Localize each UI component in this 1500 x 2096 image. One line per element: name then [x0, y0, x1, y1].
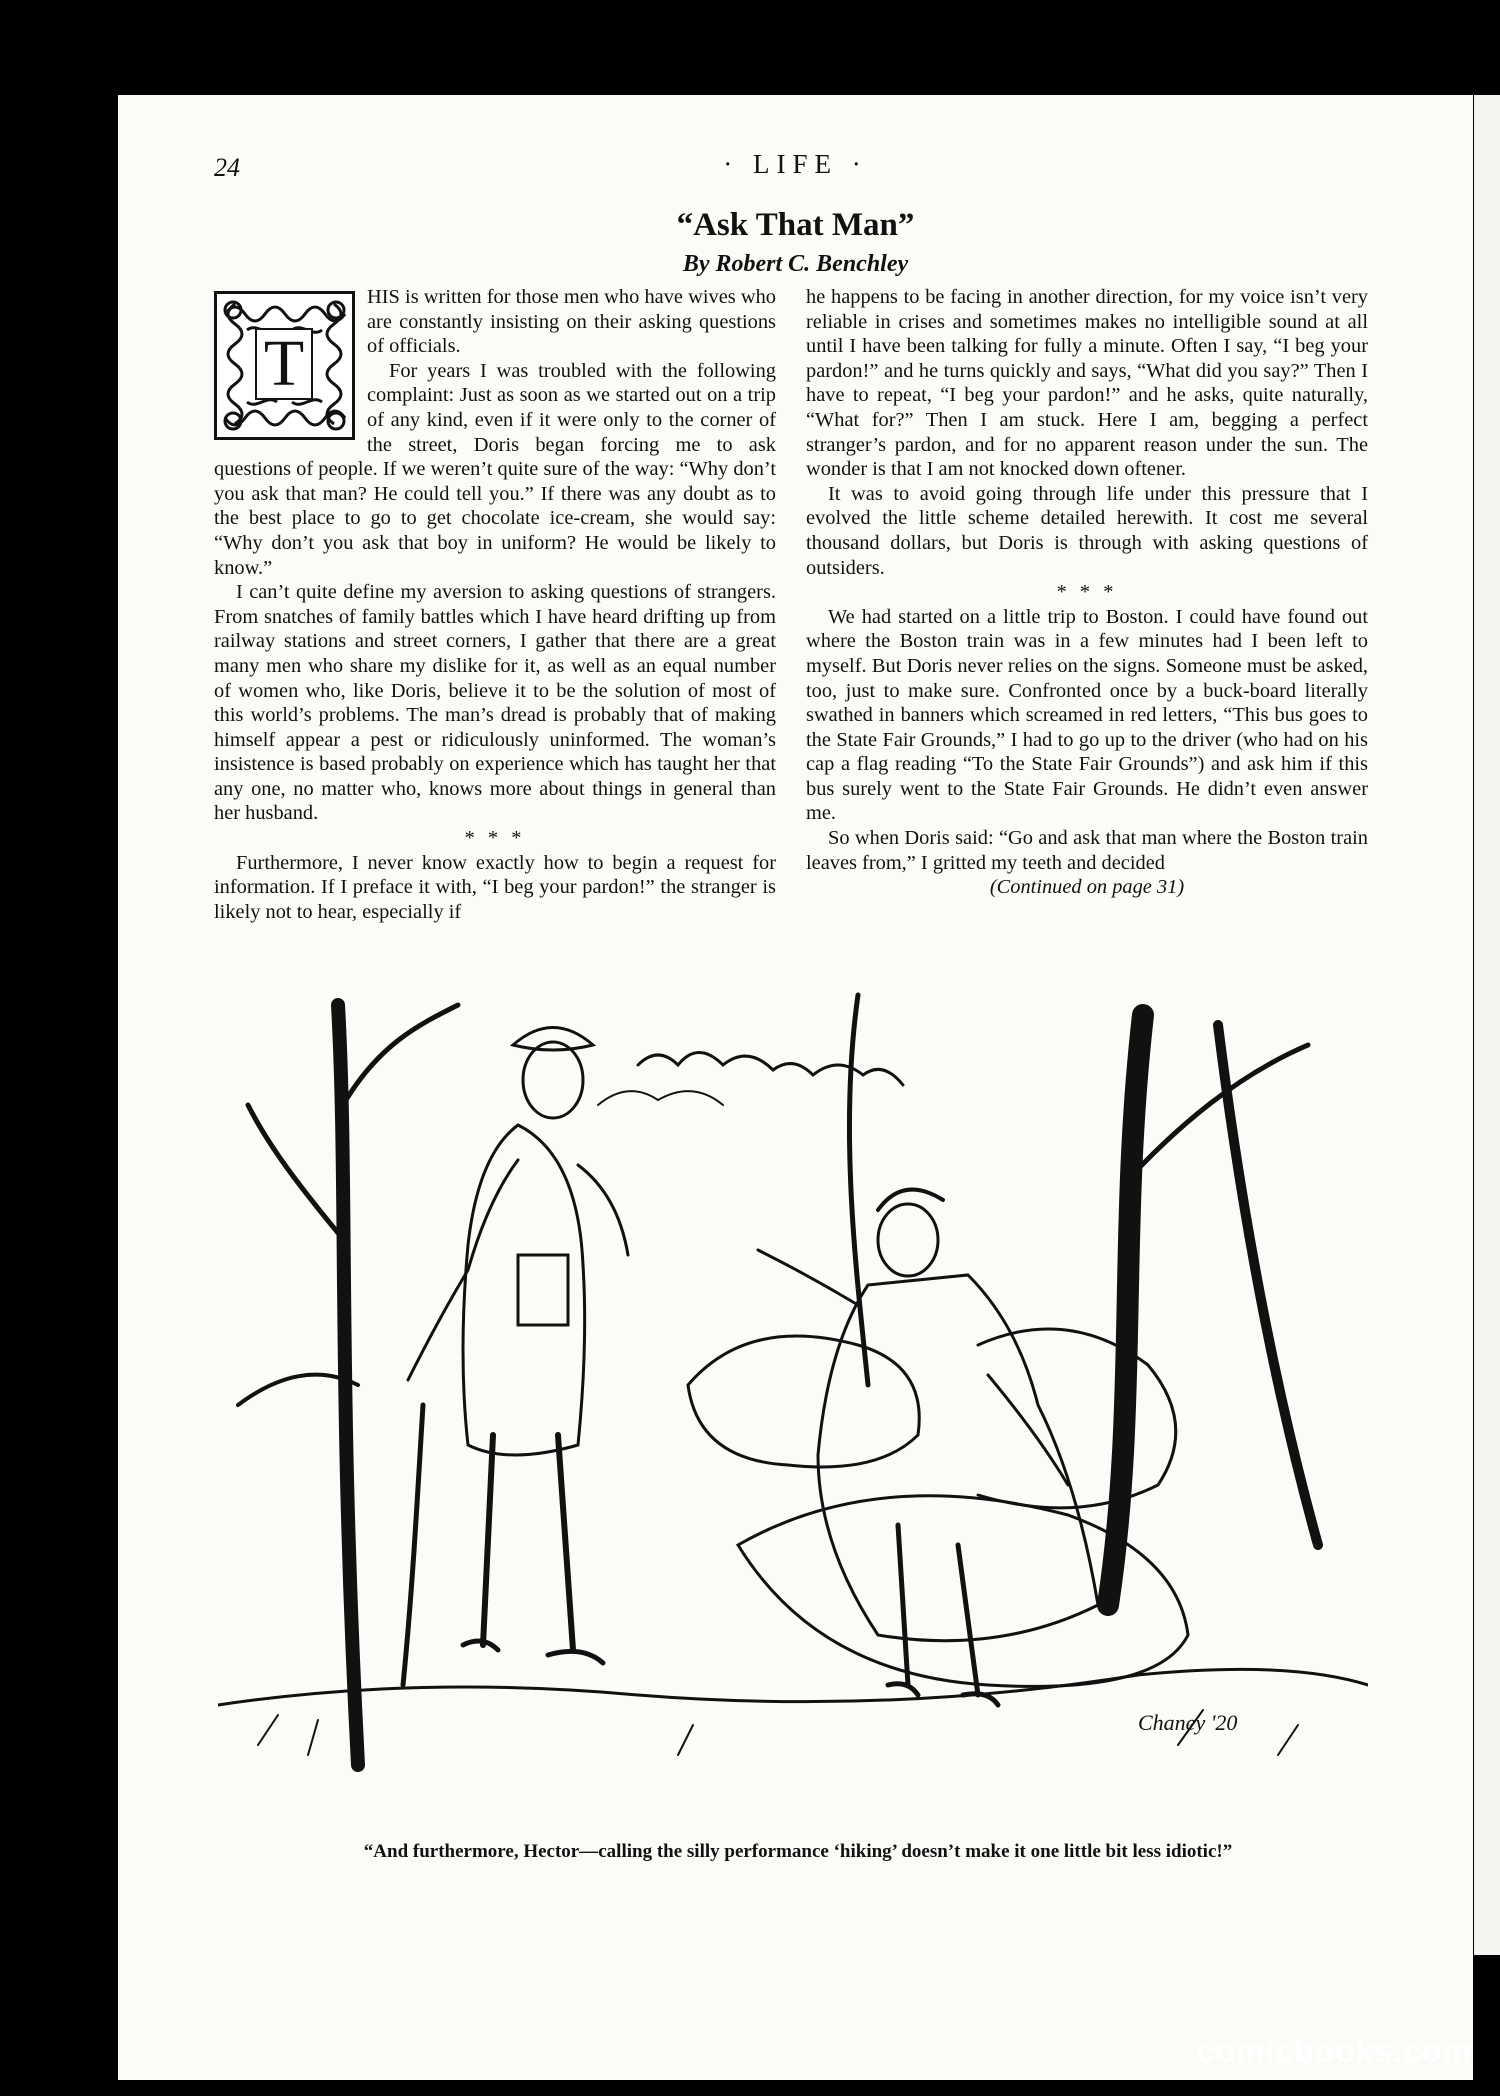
section-break: * * * [1056, 581, 1118, 604]
adjacent-page-edge [1474, 95, 1500, 1955]
magazine-page [118, 95, 1473, 2080]
paragraph: Furthermore, I never know exactly how to begin a request for information. If I preface it with, “I beg your pardon!” the stranger is likely not to hear, especially if [214, 851, 776, 923]
page-number: 24 [214, 153, 240, 182]
right-column [806, 285, 1368, 900]
paragraph: he happens to be facing in another direction, for my voice isn’t very reliable in crises and sometimes makes no intelligible sound at all until I have been talking for fully a minute. Often I say, “I beg your pardon!” and he turns quickly and says, “What did you say?” Then I have to repeat, “I beg your pardon!” and he asks, quite naturally, “What for?” Then I am stuck. Here I am, begging a perfect stranger’s pardon, and for no apparent reason under the sun. The wonder is that I am not knocked down oftener. [806, 286, 1368, 481]
section-break: * * * [464, 827, 526, 850]
article-title: “Ask That Man” [676, 207, 915, 243]
running-head: · LIFE · [723, 149, 868, 179]
continued-note: (Continued on page 31) [989, 876, 1185, 899]
paragraph: I can’t quite define my aversion to asking questions of strangers. From snatches of family battles which I have heard drifting up from railway stations and street corners, I gather that there are a great many men who share my dislike for it, as well as an equal number of women who, like Doris, believe it to be the solution of most of this world’s problems. The man’s dread is probably that of making himself appear a pest or ridiculously uninformed. The woman’s insistence is based probably on experience which has taught her that any one, no matter who, knows more about things in general than her husband. [214, 581, 776, 825]
hiking-illustration [218, 985, 1368, 1785]
ornamental-drop-cap [214, 291, 355, 440]
paragraph: For years I was troubled with the following complaint: Just as soon as we started out on a trip of any kind, even if it were only to the corner of the street, Doris began forcing me to ask questions of people. If we weren’t quite sure of the way: “Why don’t you ask that man? He could tell you.” If there was any doubt as to the best place to go to get chocolate ice-cream, she would say: “Why don’t you ask that boy in uniform? He would be likely to know.” [214, 359, 776, 579]
illustration-caption: “And furthermore, Hector—calling the silly performance ‘hiking’ doesn’t make it one little bit less idiotic!” [363, 1841, 1233, 1862]
drop-cap-letter: T [255, 328, 313, 400]
left-column [214, 285, 776, 924]
artist-signature: Chaney '20 [1138, 1710, 1238, 1735]
watermark: comicbooks.com [1196, 2033, 1472, 2069]
paragraph: So when Doris said: “Go and ask that man where the Boston train leaves from,” I gritted my teeth and decided [806, 827, 1368, 874]
article-byline: By Robert C. Benchley [682, 251, 909, 277]
paragraph: We had started on a little trip to Boston. I could have found out where the Boston train was in a few minutes had I been left to myself. But Doris never relies on the signs. Someone must be asked, too, just to make sure. Confronted once by a buck-board literally swathed in banners which screamed in red letters, “This bus goes to the State Fair Grounds,” I had to go up to the driver (who had on his cap a flag reading “To the State Fair Grounds”) and ask him if this bus surely went to the State Fair Grounds. He didn’t even answer me. [806, 605, 1368, 825]
paragraph: HIS is written for those men who have wives who are constantly insisting on their asking questions of officials. [367, 286, 776, 358]
paragraph: It was to avoid going through life under this pressure that I evolved the little scheme detailed herewith. It cost me several thousand dollars, but Doris is through with asking questions of outsiders. [806, 482, 1368, 579]
